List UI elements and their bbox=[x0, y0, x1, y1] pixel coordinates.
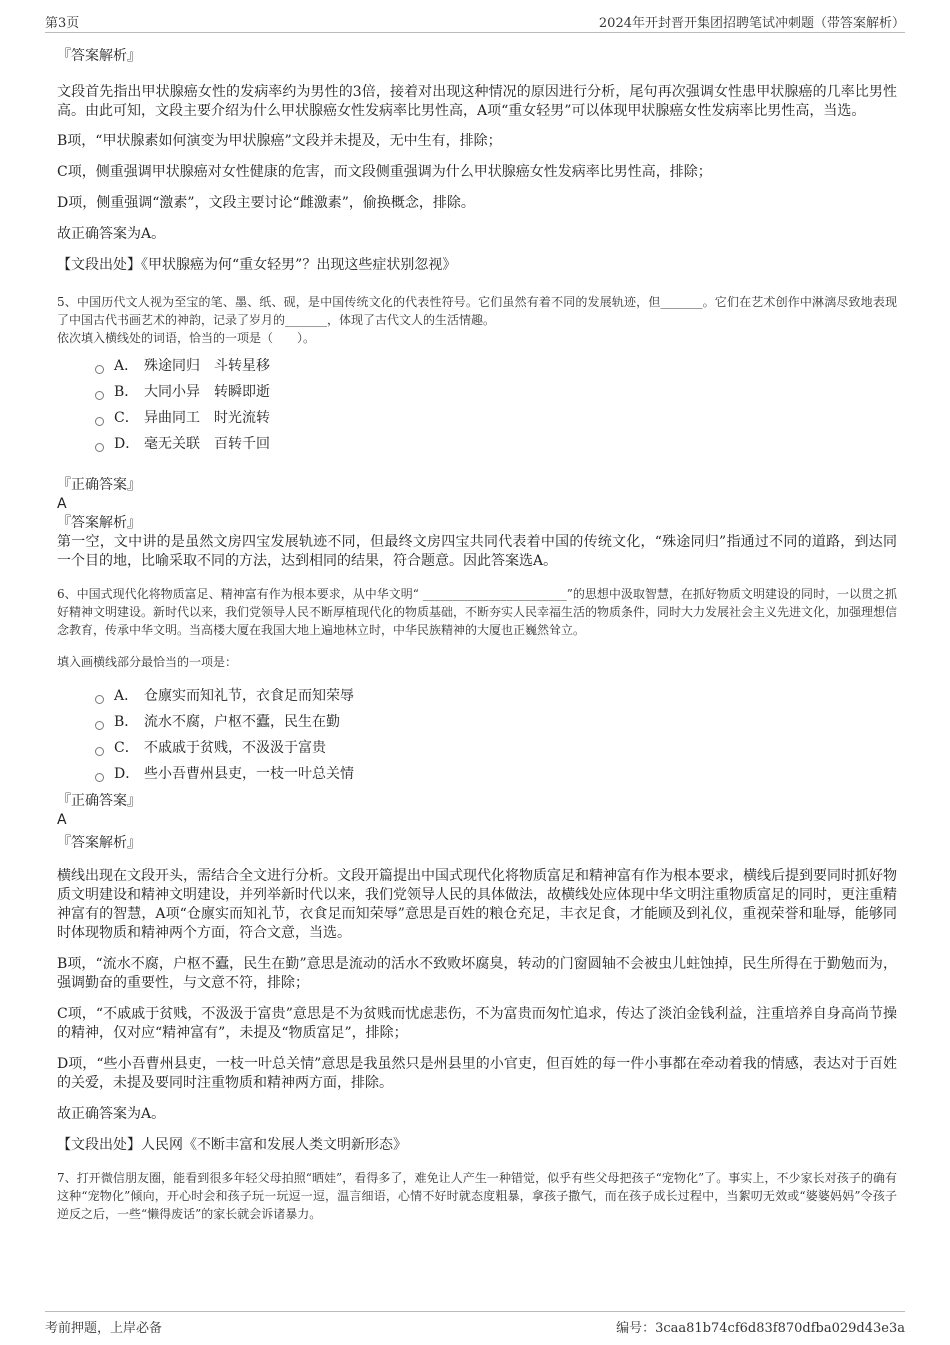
option-list bbox=[57, 353, 897, 457]
page-number: 第3页 bbox=[45, 16, 80, 31]
final-answer: 故正确答案为A。 bbox=[57, 226, 166, 242]
radio-icon[interactable] bbox=[95, 695, 104, 704]
correct-answer-label: 『正确答案』 bbox=[57, 477, 141, 493]
radio-icon[interactable] bbox=[95, 773, 104, 782]
radio-icon[interactable] bbox=[95, 365, 104, 374]
passage-source: 【文段出处】人民网《不断丰富和发展人类文明新形态》 bbox=[57, 1137, 407, 1153]
page-footer bbox=[45, 1311, 905, 1336]
option-a[interactable]: A． 殊途同归 斗转星移 bbox=[95, 353, 897, 379]
question-stem: 7、打开微信朋友圈，能看到很多年轻父母拍照“晒娃”，看得多了，难免让人产生一种错觉，似乎有些父母把孩子“宠物化”了。事实上，不少家长对孩子的确有这种“宠物化”倾向，开心时会和孩子玩一玩逗一逗，温言细语，心情不好时就态度粗暴，拿孩子撒气，而在孩子成长过程中，当絮叨无效或“婆婆妈妈”令孩子逆反之后，一些“懒得废话”的家长就会诉诸暴力。 bbox=[57, 1171, 897, 1221]
analysis-paragraph: 横线出现在文段开头，需结合全文进行分析。文段开篇提出中国式现代化将物质富足和精神富有作为根本要求，横线后提到要同时抓好物质文明建设和精神文明建设，并列举新时代以来，我们党领导人民的具体做法，故横线处应体现中华文明注重物质富足的同时，更注重精神富有的智慧，A项“仓廪实而知礼节，衣食足而知荣辱”意思是百姓的粮仓充足，丰衣足食，才能顾及到礼仪，重视荣誉和耻辱，能够同时体现物质和精神两个方面，符合文意，当选。 bbox=[57, 868, 897, 941]
correct-answer: A bbox=[57, 496, 67, 512]
analysis-paragraph: 第一空，文中讲的是虽然文房四宝发展轨迹不同，但最终文房四宝共同代表着中国的传统文化，“殊途同归”指通过不同的道路，到达同一个目的地，比喻采取不同的方法，达到相同的结果，符合题意。因此答案选A。 bbox=[57, 534, 897, 569]
page-header bbox=[45, 12, 905, 33]
analysis-paragraph: C项，侧重强调甲状腺癌对女性健康的危害，而文段侧重强调为什么甲状腺癌女性发病率比男性高，排除； bbox=[57, 164, 712, 180]
option-a[interactable]: A． 仓廪实而知礼节，衣食足而知荣辱 bbox=[95, 683, 897, 709]
question-stem: 6、中国式现代化将物质富足、精神富有作为根本要求，从中华文明“ ________________________”的思想中汲取智慧，在抓好物质文明建设的同时，一以贯之抓好精神文明建设。新时代以来，我们党领导人民不断厚植现代化的物质基础，不断夯实人民幸福生活的物质条件，同时大力发展社会主义先进文化，加强理想信念教育，传承中华文明。当高楼大厦在我国大地上遍地林立时，中华民族精神的大厦也正巍然耸立。 bbox=[57, 587, 898, 637]
option-list bbox=[57, 683, 897, 787]
option-d[interactable]: D． 毫无关联 百转千回 bbox=[95, 431, 897, 457]
radio-icon[interactable] bbox=[95, 443, 104, 452]
analysis-paragraph: D项，“些小吾曹州县吏，一枝一叶总关情”意思是我虽然只是州县里的小官吏，但百姓的每一件小事都在牵动着我的情感，表达对于百姓的关爱，未提及要同时注重物质和精神两方面，排除。 bbox=[57, 1056, 897, 1091]
answer-analysis-label: 『答案解析』 bbox=[57, 835, 141, 851]
passage-source: 【文段出处】《甲状腺癌为何“重女轻男”？出现这些症状别忽视》 bbox=[57, 257, 457, 273]
document-title: 2024年开封晋开集团招聘笔试冲刺题（带答案解析） bbox=[598, 16, 905, 31]
radio-icon[interactable] bbox=[95, 747, 104, 756]
radio-icon[interactable] bbox=[95, 417, 104, 426]
analysis-paragraph: D项，侧重强调“激素”，文段主要讨论“雌激素”，偷换概念，排除。 bbox=[57, 195, 475, 211]
final-answer: 故正确答案为A。 bbox=[57, 1106, 166, 1122]
analysis-paragraph: B项，“甲状腺素如何演变为甲状腺癌”文段并未提及，无中生有，排除； bbox=[57, 133, 502, 149]
document-body bbox=[57, 40, 897, 1223]
option-c[interactable]: C． 不戚戚于贫贱，不汲汲于富贵 bbox=[95, 735, 897, 761]
option-b[interactable]: B． 大同小异 转瞬即逝 bbox=[95, 379, 897, 405]
question-stem: 5、中国历代文人视为至宝的笔、墨、纸、砚，是中国传统文化的代表性符号。它们虽然有着不同的发展轨迹，但_______。它们在艺术创作中淋漓尽致地表现了中国古代书画艺术的神韵，记录了岁月的_______，体现了古代文人的生活情趣。 bbox=[57, 295, 897, 327]
correct-answer-label: 『正确答案』 bbox=[57, 793, 141, 809]
radio-icon[interactable] bbox=[95, 391, 104, 400]
option-c[interactable]: C． 异曲同工 时光流转 bbox=[95, 405, 897, 431]
document-id: 编号：3caa81b74cf6d83f870dfba029d43e3a bbox=[616, 1321, 905, 1336]
question-instruction: 填入画横线部分最恰当的一项是： bbox=[57, 655, 238, 669]
analysis-paragraph: 文段首先指出甲状腺癌女性的发病率约为男性的3倍，接着对出现这种情况的原因进行分析，尾句再次强调女性患甲状腺癌的几率比男性高。由此可知，文段主要介绍为什么甲状腺癌女性发病率比男性高，A项“重女轻男”可以体现甲状腺癌女性发病率比男性高，当选。 bbox=[57, 84, 897, 119]
question-instruction: 依次填入横线处的词语，恰当的一项是（ ）。 bbox=[57, 331, 316, 345]
option-d[interactable]: D． 些小吾曹州县吏，一枝一叶总关情 bbox=[95, 761, 897, 787]
answer-analysis-label: 『答案解析』 bbox=[57, 515, 141, 531]
radio-icon[interactable] bbox=[95, 721, 104, 730]
correct-answer: A bbox=[57, 812, 67, 828]
analysis-paragraph: B项，“流水不腐，户枢不蠹，民生在勤”意思是流动的活水不致败坏腐臭，转动的门窗圆轴不会被虫儿蛀蚀掉，民生所得在于勤勉而为，强调勤奋的重要性，与文意不符，排除； bbox=[57, 956, 897, 991]
analysis-paragraph: C项，“不戚戚于贫贱，不汲汲于富贵”意思是不为贫贱而忧虑悲伤，不为富贵而匆忙追求，传达了淡泊金钱利益，注重培养自身高尚节操的精神，仅对应“精神富有”，未提及“物质富足”，排除； bbox=[57, 1006, 897, 1041]
answer-analysis-label: 『答案解析』 bbox=[57, 48, 141, 64]
option-b[interactable]: B． 流水不腐，户枢不蠹，民生在勤 bbox=[95, 709, 897, 735]
footer-slogan: 考前押题，上岸必备 bbox=[45, 1321, 163, 1336]
